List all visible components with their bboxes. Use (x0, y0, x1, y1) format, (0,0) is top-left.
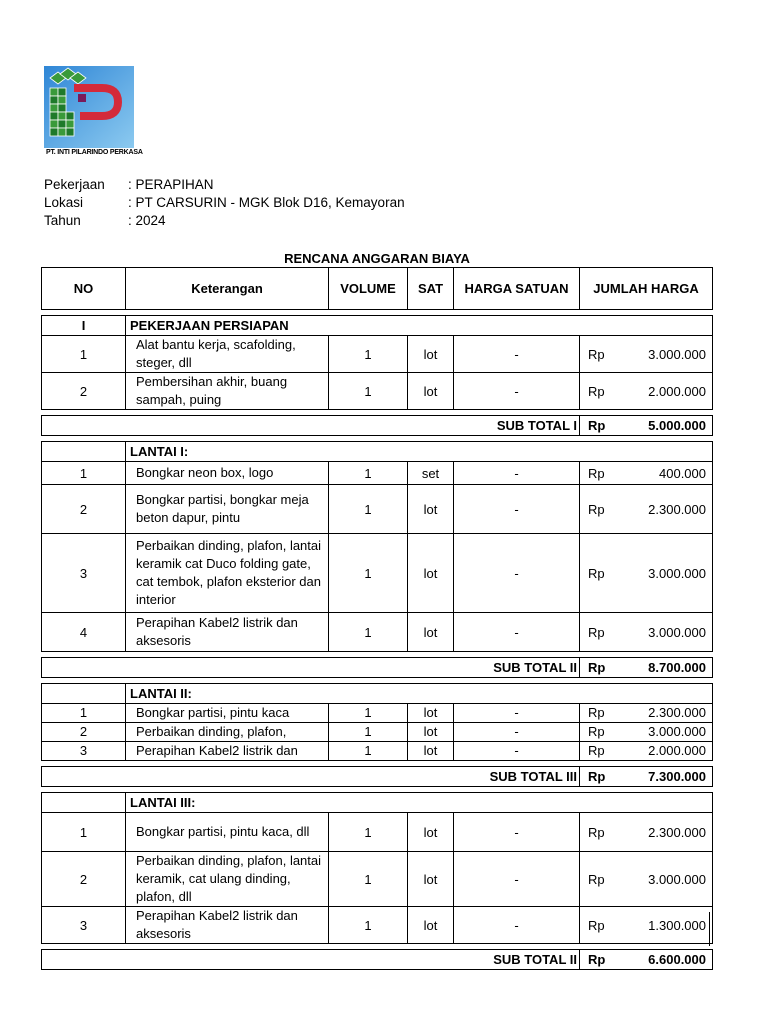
row-volume: 1 (329, 907, 408, 944)
row-jumlah (580, 485, 713, 534)
row-volume: 1 (329, 742, 408, 761)
row-sat: set (408, 462, 454, 485)
amount-cell (586, 566, 706, 581)
amount-cell (586, 825, 706, 840)
subtotal-row (42, 950, 713, 970)
column-header-jumlah-harga: JUMLAH HARGA (580, 268, 713, 310)
table-row (42, 462, 713, 485)
table-row (42, 373, 713, 410)
row-jumlah (580, 534, 713, 613)
row-sat: lot (408, 485, 454, 534)
row-keterangan: Perbaikan dinding, plafon, lantai keramik cat Duco folding gate, cat tembok, plafon eksterior dan interior (126, 534, 329, 613)
amount-value: 2.300.000 (648, 705, 706, 720)
row-volume: 1 (329, 373, 408, 410)
row-jumlah (580, 852, 713, 907)
row-keterangan: Bongkar partisi, pintu kaca (126, 704, 329, 723)
row-volume: 1 (329, 723, 408, 742)
table-row (42, 336, 713, 373)
row-sat: lot (408, 613, 454, 652)
meta-label: Tahun (44, 213, 81, 228)
row-harga-satuan: - (454, 336, 580, 373)
amount-cell (586, 660, 706, 675)
row-sat: lot (408, 534, 454, 613)
amount-cell (586, 625, 706, 640)
table-row (42, 813, 713, 852)
section-row (42, 793, 713, 813)
row-volume: 1 (329, 813, 408, 852)
row-no: 1 (42, 813, 126, 852)
column-header-harga-satuan: HARGA SATUAN (454, 268, 580, 310)
row-no: 4 (42, 613, 126, 652)
section-no (42, 684, 126, 704)
amount-cell (586, 952, 706, 967)
row-volume: 1 (329, 485, 408, 534)
amount-cell (586, 743, 706, 759)
subtotal-row (42, 658, 713, 678)
row-harga-satuan: - (454, 373, 580, 410)
row-sat: lot (408, 813, 454, 852)
row-no: 2 (42, 723, 126, 742)
row-harga-satuan: - (454, 485, 580, 534)
amount-value: 3.000.000 (648, 624, 706, 640)
row-jumlah (580, 704, 713, 723)
amount-cell (586, 918, 706, 933)
subtotal-value: 7.300.000 (648, 769, 706, 784)
column-header-keterangan: Keterangan (126, 268, 329, 310)
row-jumlah (580, 336, 713, 373)
table-row (42, 613, 713, 652)
amount-value: 2.300.000 (648, 501, 706, 517)
amount-cell (586, 384, 706, 399)
table-row (42, 852, 713, 907)
amount-cell (586, 705, 706, 721)
currency-label: Rp (588, 501, 605, 517)
row-no: 1 (42, 704, 126, 723)
row-keterangan: Perapihan Kabel2 listrik dan aksesoris (126, 907, 329, 944)
currency-label: Rp (588, 743, 605, 758)
meta-value: : 2024 (128, 213, 166, 228)
amount-value: 2.000.000 (648, 743, 706, 758)
amount-value: 400.000 (659, 465, 706, 481)
column-header-volume: VOLUME (329, 268, 408, 310)
subtotal-value: 8.700.000 (648, 660, 706, 675)
amount-cell (586, 347, 706, 362)
meta-label: Pekerjaan (44, 177, 105, 192)
amount-value: 1.300.000 (648, 917, 706, 933)
row-no: 3 (42, 534, 126, 613)
row-no: 2 (42, 373, 126, 410)
currency-label: Rp (588, 824, 605, 840)
table-row (42, 704, 713, 723)
currency-label: Rp (588, 624, 605, 640)
currency-label: Rp (588, 660, 606, 675)
row-harga-satuan: - (454, 852, 580, 907)
amount-value: 3.000.000 (648, 565, 706, 581)
meta-value: : PT CARSURIN - MGK Blok D16, Kemayoran (128, 195, 405, 210)
section-title: LANTAI II: (126, 684, 713, 704)
section-no: I (42, 316, 126, 336)
amount-value: 3.000.000 (648, 724, 706, 739)
currency-label: Rp (588, 724, 605, 739)
subtotal-label: SUB TOTAL II (42, 950, 580, 970)
section-no (42, 793, 126, 813)
amount-cell (586, 502, 706, 517)
project-info (44, 177, 405, 231)
row-sat: lot (408, 373, 454, 410)
amount-cell (586, 418, 706, 433)
table-body (42, 310, 713, 970)
table-row (42, 742, 713, 761)
row-volume: 1 (329, 462, 408, 485)
row-keterangan: Bongkar neon box, logo (126, 462, 329, 485)
currency-label: Rp (588, 383, 605, 399)
column-header-no: NO (42, 268, 126, 310)
budget-table (41, 267, 713, 970)
row-sat: lot (408, 723, 454, 742)
row-no: 1 (42, 336, 126, 373)
row-jumlah (580, 723, 713, 742)
row-sat: lot (408, 742, 454, 761)
table-header-row (42, 268, 713, 310)
table-row (42, 907, 713, 944)
subtotal-row (42, 416, 713, 436)
section-row (42, 316, 713, 336)
row-keterangan: Perbaikan dinding, plafon, lantai keramik, cat ulang dinding, plafon, dll (126, 852, 329, 907)
subtotal-label: SUB TOTAL I (42, 416, 580, 436)
currency-label: Rp (588, 917, 605, 933)
subtotal-amount (580, 950, 713, 970)
document-title: RENCANA ANGGARAN BIAYA (284, 251, 470, 266)
row-harga-satuan: - (454, 704, 580, 723)
meta-row-pekerjaan (44, 177, 405, 195)
company-logo-mark (44, 66, 134, 148)
row-jumlah (580, 907, 713, 944)
currency-label: Rp (588, 346, 605, 362)
row-keterangan: Bongkar partisi, pintu kaca, dll (126, 813, 329, 852)
table-row (42, 485, 713, 534)
section-no (42, 442, 126, 462)
amount-cell (586, 769, 706, 784)
amount-value: 2.000.000 (648, 383, 706, 399)
amount-value: 3.000.000 (648, 871, 706, 887)
column-header-sat: SAT (408, 268, 454, 310)
subtotal-value: 6.600.000 (648, 952, 706, 967)
row-no: 3 (42, 907, 126, 944)
row-harga-satuan: - (454, 613, 580, 652)
currency-label: Rp (588, 565, 605, 581)
table-row (42, 534, 713, 613)
row-volume: 1 (329, 704, 408, 723)
currency-label: Rp (588, 871, 605, 887)
subtotal-value: 5.000.000 (648, 418, 706, 433)
row-jumlah (580, 462, 713, 485)
row-sat: lot (408, 704, 454, 723)
section-title: LANTAI I: (126, 442, 713, 462)
row-volume: 1 (329, 852, 408, 907)
section-row (42, 684, 713, 704)
currency-label: Rp (588, 769, 606, 784)
amount-cell (586, 724, 706, 740)
subtotal-label: SUB TOTAL II (42, 658, 580, 678)
subtotal-amount (580, 658, 713, 678)
row-volume: 1 (329, 613, 408, 652)
row-harga-satuan: - (454, 723, 580, 742)
currency-label: Rp (588, 418, 606, 433)
meta-row-lokasi (44, 195, 405, 213)
row-no: 2 (42, 485, 126, 534)
subtotal-amount (580, 416, 713, 436)
row-keterangan: Alat bantu kerja, scafolding, steger, dll (126, 336, 329, 373)
row-jumlah (580, 373, 713, 410)
row-sat: lot (408, 336, 454, 373)
section-row (42, 442, 713, 462)
company-logo (44, 66, 144, 162)
table-row (42, 723, 713, 742)
row-no: 1 (42, 462, 126, 485)
subtotal-label: SUB TOTAL III (42, 767, 580, 787)
row-keterangan: Perapihan Kabel2 listrik dan aksesoris (126, 613, 329, 652)
row-keterangan: Bongkar partisi, bongkar meja beton dapur, pintu (126, 485, 329, 534)
subtotal-amount (580, 767, 713, 787)
row-harga-satuan: - (454, 907, 580, 944)
row-harga-satuan: - (454, 742, 580, 761)
currency-label: Rp (588, 465, 605, 481)
row-no: 2 (42, 852, 126, 907)
row-keterangan: Perapihan Kabel2 listrik dan (126, 742, 329, 761)
row-volume: 1 (329, 534, 408, 613)
row-volume: 1 (329, 336, 408, 373)
meta-value: : PERAPIHAN (128, 177, 214, 192)
row-sat: lot (408, 907, 454, 944)
currency-label: Rp (588, 952, 606, 967)
amount-cell (586, 466, 706, 481)
row-harga-satuan: - (454, 534, 580, 613)
row-keterangan: Perbaikan dinding, plafon, (126, 723, 329, 742)
row-no: 3 (42, 742, 126, 761)
row-sat: lot (408, 852, 454, 907)
subtotal-row (42, 767, 713, 787)
row-jumlah (580, 813, 713, 852)
row-jumlah (580, 742, 713, 761)
row-harga-satuan: - (454, 813, 580, 852)
meta-row-tahun (44, 213, 405, 231)
meta-label: Lokasi (44, 195, 84, 210)
row-keterangan: Pembersihan akhir, buang sampah, puing (126, 373, 329, 410)
company-name: PT. INTI PILARINDO PERKASA (46, 149, 143, 156)
row-harga-satuan: - (454, 462, 580, 485)
section-title: LANTAI III: (126, 793, 713, 813)
amount-value: 3.000.000 (648, 346, 706, 362)
margin-line (709, 912, 710, 946)
section-title: PEKERJAAN PERSIAPAN (126, 316, 713, 336)
currency-label: Rp (588, 705, 605, 720)
row-jumlah (580, 613, 713, 652)
amount-cell (586, 872, 706, 887)
amount-value: 2.300.000 (648, 824, 706, 840)
